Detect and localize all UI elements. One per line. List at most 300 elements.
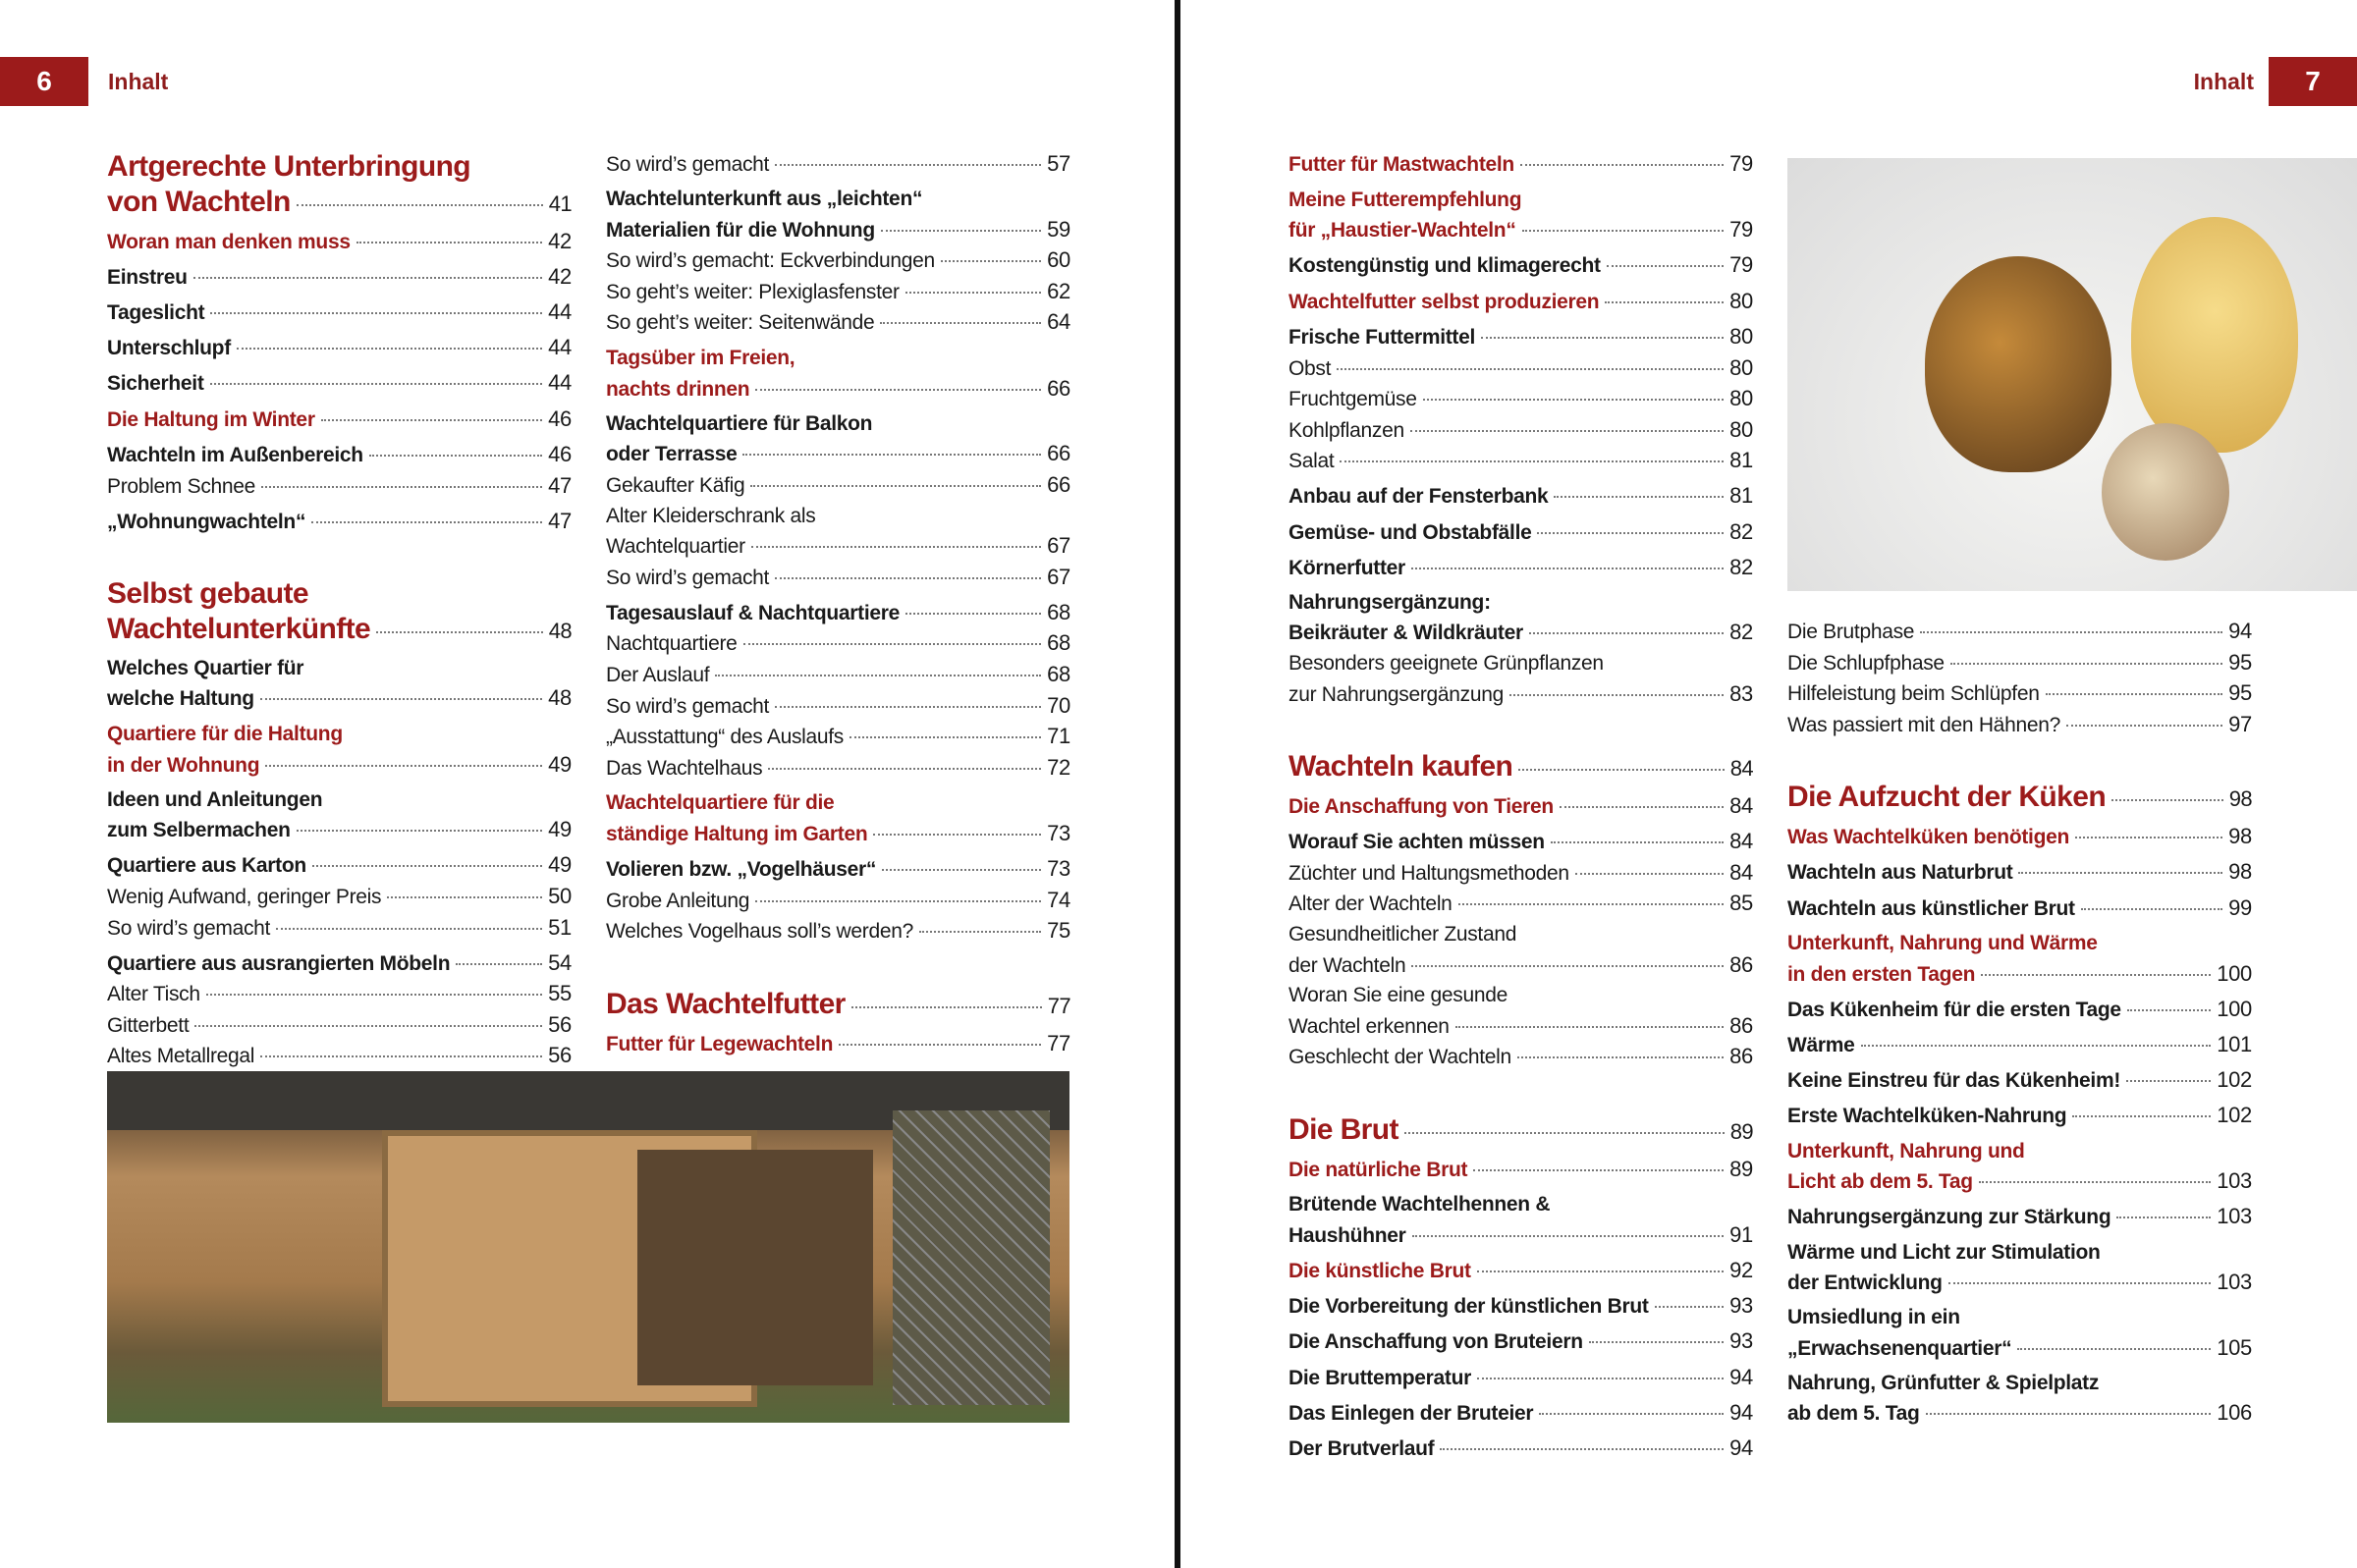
toc-entry-title-line: „Erwachsenenquartier“ (1787, 1336, 2012, 1360)
toc-entry (606, 470, 1070, 502)
toc-entry-title-line: Tagesauslauf & Nachtquartiere (606, 601, 900, 624)
toc-page-number: 49 (548, 852, 572, 878)
toc-entry-title-line: Wachtelunterkünfte (107, 613, 371, 646)
dot-leader (2126, 1080, 2211, 1082)
dot-leader (775, 164, 1041, 166)
toc-entry-title-line: Das Wachtelfutter (606, 987, 846, 1020)
toc-page-number: 105 (2217, 1334, 2252, 1360)
toc-entry (107, 333, 572, 364)
toc-section (107, 405, 572, 436)
dot-leader (919, 931, 1041, 933)
toc-page-number: 94 (1729, 1399, 1753, 1425)
toc-entry-title-line: Die künstliche Brut (1288, 1260, 1471, 1283)
dot-leader (456, 963, 542, 965)
dot-leader (2081, 908, 2222, 910)
page-number-right: 7 (2269, 57, 2357, 106)
toc-page-number: 47 (548, 472, 572, 498)
toc-entry-title-line: Das Kükenheim für die ersten Tage (1787, 998, 2121, 1021)
toc-entry (606, 628, 1070, 660)
toc-page-number: 98 (2228, 859, 2252, 885)
toc-entry-title-line: Obst (1288, 356, 1332, 380)
toc-entry-title-line: Die Schlupfphase (1787, 651, 1945, 675)
dot-leader (194, 1025, 542, 1027)
toc-page-number: 62 (1047, 278, 1070, 303)
toc-section (606, 788, 1070, 849)
toc-page-number: 49 (548, 817, 572, 842)
toc-page-number: 48 (548, 619, 572, 644)
toc-page-number: 81 (1729, 448, 1753, 473)
toc-page-number: 67 (1047, 564, 1070, 589)
dot-leader (1979, 1181, 2211, 1183)
toc-entry-title-line: Quartiere aus Karton (107, 854, 306, 878)
toc-entry-title-line: Unterschlupf (107, 337, 231, 360)
toc-entry-title-line: Gekaufter Käfig (606, 473, 745, 497)
toc-page-number: 47 (548, 508, 572, 533)
dot-leader (2111, 799, 2223, 801)
toc-page-number: 98 (2228, 786, 2252, 812)
dot-leader (1517, 1056, 1724, 1058)
toc-entry-title-line: Licht ab dem 5. Tag (1787, 1170, 1973, 1194)
dot-leader (1575, 873, 1724, 875)
toc-page-number: 68 (1047, 662, 1070, 686)
toc-entry-title-line: welche Haltung (107, 687, 254, 711)
toc-entry-title-line: Wachtelquartiere für Balkon (606, 411, 873, 435)
dot-leader (376, 631, 543, 633)
toc-entry-title-line: Materialien für die Wohnung (606, 218, 875, 242)
toc-entry-title-line: Selbst gebaute (107, 577, 308, 611)
toc-section (1288, 287, 1753, 318)
toc-page-number: 77 (1047, 1030, 1070, 1055)
toc-entry-title-line: Das Wachtelhaus (606, 756, 763, 780)
toc-entry (1787, 1202, 2252, 1233)
toc-entry-title-line: So wird’s gemacht (606, 153, 770, 176)
dot-leader (1411, 568, 1724, 569)
toc-page-number: 80 (1729, 416, 1753, 442)
toc-entry-title-line: So wird’s gemacht (606, 566, 770, 589)
toc-page-number: 102 (2217, 1103, 2252, 1128)
dot-leader (881, 230, 1041, 232)
toc-entry-title-line: Gitterbett (107, 1013, 190, 1037)
toc-entry-title-line: Was Wachtelküken benötigen (1787, 826, 2070, 849)
toc-entry (1787, 1238, 2252, 1299)
toc-section (1787, 822, 2252, 853)
toc-page-number: 83 (1729, 680, 1753, 706)
toc-entry (1787, 1101, 2252, 1132)
dot-leader (260, 698, 542, 700)
toc-page-number: 49 (548, 751, 572, 777)
running-head-left: Inhalt (108, 68, 169, 94)
dot-leader (1655, 1306, 1725, 1308)
toc-entry (107, 979, 572, 1010)
toc-entry-title-line: der Wachteln (1288, 953, 1406, 977)
toc-page-number: 79 (1729, 151, 1753, 176)
toc-entry-title-line: Geschlecht der Wachteln (1288, 1046, 1511, 1069)
toc-page-number: 73 (1047, 856, 1070, 882)
toc-section (107, 720, 572, 781)
toc-entry-title-line: Züchter und Haltungsmethoden (1288, 861, 1569, 885)
toc-page-number: 54 (548, 949, 572, 975)
toc-entry-title-line: zum Selbermachen (107, 819, 291, 842)
toc-page-number: 79 (1729, 217, 1753, 243)
dot-leader (1477, 1378, 1724, 1379)
toc-entry-title-line: Besonders geeignete Grünpflanzen (1288, 651, 1604, 675)
toc-page-number: 42 (548, 229, 572, 253)
dot-leader (1477, 1271, 1724, 1272)
toc-page-number: 82 (1729, 518, 1753, 544)
toc-page-number: 98 (2228, 824, 2252, 849)
toc-entry (606, 916, 1070, 947)
toc-entry-title-line: Gesundheitlicher Zustand (1288, 922, 1517, 946)
toc-entry (107, 368, 572, 400)
toc-entry-title-line: Die Vorbereitung der künstlichen Brut (1288, 1295, 1649, 1319)
toc-entry-title-line: Alter der Wachteln (1288, 892, 1453, 916)
toc-entry-title-line: Frische Futtermittel (1288, 325, 1476, 349)
toc-entry-title-line: Wachtelfutter selbst produzieren (1288, 290, 1600, 313)
dot-leader (2127, 1009, 2211, 1011)
toc-entry (1288, 1190, 1753, 1251)
dot-leader (905, 613, 1041, 615)
toc-entry-title-line: So wird’s gemacht: Eckverbindungen (606, 249, 935, 273)
dot-leader (2116, 1217, 2211, 1218)
toc-page-number: 82 (1729, 620, 1753, 645)
toc-entry (107, 471, 572, 503)
toc-entry-title-line: Fruchtgemüse (1288, 388, 1417, 411)
toc-entry-title-line: „Ausstattung“ des Auslaufs (606, 726, 845, 749)
toc-column-2 (606, 149, 1070, 1059)
dot-leader (1440, 1448, 1724, 1450)
dot-leader (2075, 837, 2222, 838)
dot-leader (905, 292, 1041, 294)
toc-section (606, 1029, 1070, 1060)
dot-leader (1926, 1413, 2212, 1415)
toc-entry-title-line: Wachteln kaufen (1288, 750, 1513, 784)
toc-page-number: 70 (1047, 692, 1070, 718)
quail-chicks-photo (1787, 158, 2357, 591)
dot-leader (297, 830, 543, 832)
toc-page-number: 106 (2217, 1400, 2252, 1426)
toc-entry (1787, 678, 2252, 710)
toc-page-number: 41 (548, 191, 572, 216)
toc-entry-title-line: Grobe Anleitung (606, 889, 750, 912)
running-head-right: Inhalt (2193, 68, 2254, 94)
toc-entry (1787, 995, 2252, 1026)
toc-entry (606, 245, 1070, 277)
toc-section (1288, 791, 1753, 823)
toc-entry-title-line: der Entwicklung (1787, 1271, 1943, 1295)
toc-entry-title-line: Altes Metallregal (107, 1045, 255, 1068)
toc-entry-title-line: Das Einlegen der Bruteier (1288, 1401, 1534, 1425)
toc-entry (606, 753, 1070, 784)
dot-leader (755, 389, 1041, 391)
toc-entry-title-line: Nahrungsergänzung: (1288, 590, 1491, 614)
toc-entry-title-line: Wärme (1787, 1033, 1855, 1056)
toc-entry (107, 440, 572, 471)
toc-entry (1288, 1291, 1753, 1323)
dot-leader (312, 865, 542, 867)
dot-leader (1423, 399, 1725, 401)
toc-entry-title-line: Salat (1288, 450, 1335, 473)
toc-entry-title-line: Wachtel erkennen (1288, 1014, 1450, 1038)
dot-leader (261, 486, 542, 488)
dot-leader (1605, 301, 1724, 303)
toc-entry (1288, 353, 1753, 385)
toc-entry (606, 722, 1070, 753)
dot-leader (2072, 1115, 2211, 1117)
dot-leader (775, 706, 1041, 708)
toc-section (606, 344, 1070, 405)
toc-page-number: 66 (1047, 375, 1070, 401)
toc-entry (1288, 588, 1753, 649)
dot-leader (1404, 1132, 1725, 1134)
toc-page-number: 48 (548, 685, 572, 711)
toc-entry (1288, 1042, 1753, 1073)
toc-entry-title-line: Der Auslauf (606, 664, 710, 686)
dot-leader (2018, 872, 2222, 874)
toc-entry (606, 149, 1070, 181)
toc-page-number: 50 (548, 884, 572, 908)
toc-page-number: 86 (1729, 1044, 1753, 1069)
toc-page-number: 80 (1729, 354, 1753, 380)
toc-entry-title-line: Quartiere für die Haltung (107, 723, 343, 746)
toc-entry-title-line: ab dem 5. Tag (1787, 1402, 1920, 1426)
toc-entry-title-line: Woran man denken muss (107, 231, 351, 253)
toc-entry (1288, 384, 1753, 415)
dot-leader (1411, 965, 1724, 967)
dot-leader (237, 348, 542, 350)
toc-entry-title-line: oder Terrasse (606, 443, 738, 466)
toc-chapter (107, 149, 572, 222)
toc-page-number: 44 (548, 335, 572, 360)
toc-page-number: 64 (1047, 309, 1070, 335)
dot-leader (1920, 631, 2222, 633)
dot-leader (850, 736, 1041, 738)
toc-page-number: 89 (1729, 1156, 1753, 1181)
toc-entry (107, 654, 572, 715)
dot-leader (1458, 903, 1725, 905)
toc-entry-title-line: Wachtelquartiere für die (606, 791, 835, 815)
toc-entry (107, 507, 572, 538)
dot-leader (2046, 693, 2223, 695)
dot-leader (1522, 230, 1725, 232)
toc-entry-title-line: Wärme und Licht zur Stimulation (1787, 1240, 2101, 1264)
toc-entry (606, 598, 1070, 629)
dot-leader (321, 419, 542, 421)
toc-entry (1787, 1065, 2252, 1097)
page-number-left: 6 (0, 57, 88, 106)
toc-entry-title-line: Volieren bzw. „Vogelhäuser“ (606, 858, 877, 882)
toc-entry-title-line: „Wohnungwachteln“ (107, 510, 306, 533)
toc-page-number: 59 (1047, 216, 1070, 242)
toc-entry-title-line: Wachtelquartier (606, 535, 745, 559)
toc-entry (1787, 1030, 2252, 1061)
toc-entry-title-line: Sicherheit (107, 372, 204, 396)
toc-entry (606, 307, 1070, 339)
toc-entry (1787, 857, 2252, 889)
dot-leader (1950, 663, 2222, 665)
dot-leader (1337, 368, 1724, 370)
toc-page-number: 66 (1047, 471, 1070, 497)
toc-entry-title-line: Einstreu (107, 266, 188, 290)
toc-entry (1288, 1363, 1753, 1394)
toc-page-number: 94 (1729, 1364, 1753, 1389)
dot-leader (1481, 337, 1724, 339)
dot-leader (356, 242, 542, 243)
toc-entry (1787, 893, 2252, 925)
toc-entry (1288, 1398, 1753, 1430)
dot-leader (768, 768, 1041, 770)
toc-entry-title-line: Alter Kleiderschrank als (606, 504, 816, 527)
dot-leader (193, 277, 543, 279)
toc-entry-title-line: So wird’s gemacht (606, 694, 770, 718)
toc-entry-title-line: Quartiere aus ausrangierten Möbeln (107, 951, 451, 975)
toc-entry-title-line: in der Wohnung (107, 753, 260, 777)
dot-leader (260, 1055, 542, 1057)
dot-leader (297, 204, 543, 206)
toc-page-number: 84 (1729, 859, 1753, 885)
dot-leader (1981, 974, 2211, 976)
toc-entry (1288, 889, 1753, 920)
toc-column-3 (1288, 149, 1753, 1464)
toc-entry-title-line: Die Haltung im Winter (107, 407, 315, 431)
dot-leader (1537, 532, 1724, 534)
toc-page-number: 103 (2217, 1270, 2252, 1295)
toc-entry (606, 660, 1070, 691)
toc-entry-title-line: Futter für Mastwachteln (1288, 153, 1514, 176)
toc-entry-title-line: Die natürliche Brut (1288, 1158, 1468, 1181)
dot-leader (2017, 1348, 2211, 1350)
book-spine (1175, 0, 1180, 1568)
toc-entry-title-line: Woran Sie eine gesunde (1288, 984, 1508, 1007)
toc-page-number: 100 (2217, 960, 2252, 986)
toc-entry-title-line: Artgerechte Unterbringung (107, 150, 471, 183)
toc-entry (1288, 649, 1753, 710)
dot-leader (1554, 496, 1724, 498)
toc-entry-title-line: Hilfeleistung beim Schlüpfen (1787, 682, 2040, 706)
toc-entry (1288, 250, 1753, 282)
dot-leader (1861, 1045, 2212, 1047)
toc-page-number: 75 (1047, 918, 1070, 944)
toc-page-number: 66 (1047, 441, 1070, 466)
toc-page-number: 93 (1729, 1293, 1753, 1319)
toc-page-number: 95 (2228, 680, 2252, 706)
toc-page-number: 91 (1729, 1221, 1753, 1247)
toc-entry (606, 502, 1070, 563)
toc-page-number: 95 (2228, 649, 2252, 675)
dot-leader (1551, 841, 1724, 843)
toc-entry (1288, 1433, 1753, 1465)
toc-page-number: 81 (1729, 483, 1753, 509)
toc-page-number: 80 (1729, 323, 1753, 349)
toc-entry (606, 854, 1070, 886)
toc-page-number: 46 (548, 442, 572, 467)
toc-entry-title-line: Anbau auf der Fensterbank (1288, 485, 1549, 509)
toc-page-number: 73 (1047, 820, 1070, 845)
toc-chapter (107, 576, 572, 649)
toc-entry (107, 1010, 572, 1042)
toc-section (1288, 149, 1753, 181)
dot-leader (755, 900, 1041, 902)
toc-entry (1787, 617, 2252, 648)
toc-page-number: 56 (548, 1011, 572, 1037)
toc-page-number: 71 (1047, 724, 1070, 749)
toc-entry-title-line: Nahrungsergänzung zur Stärkung (1787, 1206, 2111, 1229)
toc-entry (1288, 446, 1753, 477)
toc-entry-title-line: Wachteln im Außenbereich (107, 444, 363, 467)
dot-leader (1520, 164, 1724, 166)
toc-section (1288, 186, 1753, 246)
dot-leader (775, 577, 1041, 579)
toc-entry (107, 1041, 572, 1072)
dot-leader (1529, 632, 1724, 634)
toc-entry-title-line: Wenig Aufwand, geringer Preis (107, 886, 382, 908)
toc-section (1787, 1137, 2252, 1198)
toc-entry (107, 913, 572, 945)
toc-entry-title-line: Beikräuter & Wildkräuter (1288, 622, 1523, 645)
toc-entry-title-line: Nachtquartiere (606, 632, 738, 656)
dot-leader (210, 383, 543, 385)
dot-leader (882, 869, 1041, 871)
toc-section (1288, 1155, 1753, 1186)
toc-entry-title-line: Alter Tisch (107, 983, 200, 1006)
toc-entry-title-line: Wachtelunterkunft aus „leichten“ (606, 188, 923, 211)
toc-entry-title-line: Welches Quartier für (107, 656, 304, 679)
toc-column-4 (1787, 617, 2252, 1430)
toc-page-number: 86 (1729, 951, 1753, 977)
dot-leader (1589, 1341, 1724, 1343)
toc-page-number: 100 (2217, 996, 2252, 1021)
toc-entry-title-line: So wird’s gemacht (107, 916, 271, 940)
dot-leader (1539, 1413, 1724, 1415)
toc-entry (1288, 981, 1753, 1042)
toc-entry-title-line: Gemüse- und Obstabfälle (1288, 520, 1532, 544)
toc-page-number: 44 (548, 299, 572, 325)
toc-entry-title-line: Haushühner (1288, 1223, 1406, 1247)
dot-leader (1455, 1026, 1724, 1028)
toc-entry (1288, 322, 1753, 353)
toc-entry-title-line: Unterkunft, Nahrung und Wärme (1787, 932, 2098, 955)
toc-entry-title-line: Die Brut (1288, 1112, 1398, 1146)
toc-section (107, 227, 572, 258)
toc-entry-title-line: Worauf Sie achten müssen (1288, 831, 1545, 854)
toc-page-number: 46 (548, 406, 572, 431)
toc-entry (1787, 648, 2252, 679)
toc-page-number: 67 (1047, 533, 1070, 559)
dot-leader (742, 454, 1041, 456)
toc-entry-title-line: nachts drinnen (606, 377, 750, 401)
dot-leader (1473, 1169, 1724, 1171)
dot-leader (2066, 725, 2222, 727)
dot-leader (851, 1006, 1042, 1008)
dot-leader (1518, 769, 1724, 771)
toc-entry (1787, 1303, 2252, 1364)
toc-page-number: 84 (1729, 756, 1753, 782)
dot-leader (750, 485, 1041, 487)
toc-page-number: 86 (1729, 1012, 1753, 1038)
toc-entry-title-line: Körnerfutter (1288, 556, 1405, 579)
toc-entry (1288, 920, 1753, 981)
toc-page-number: 55 (548, 981, 572, 1006)
dot-leader (751, 546, 1041, 548)
toc-entry (1288, 517, 1753, 549)
toc-page-number: 80 (1729, 386, 1753, 411)
toc-page-number: 103 (2217, 1168, 2252, 1194)
dot-leader (1560, 806, 1724, 808)
toc-entry (606, 886, 1070, 917)
toc-entry-title-line: Die Anschaffung von Bruteiern (1288, 1330, 1583, 1354)
dot-leader (1340, 460, 1724, 462)
toc-entry-title-line: Umsiedlung in ein (1787, 1306, 1960, 1329)
toc-entry (606, 691, 1070, 723)
